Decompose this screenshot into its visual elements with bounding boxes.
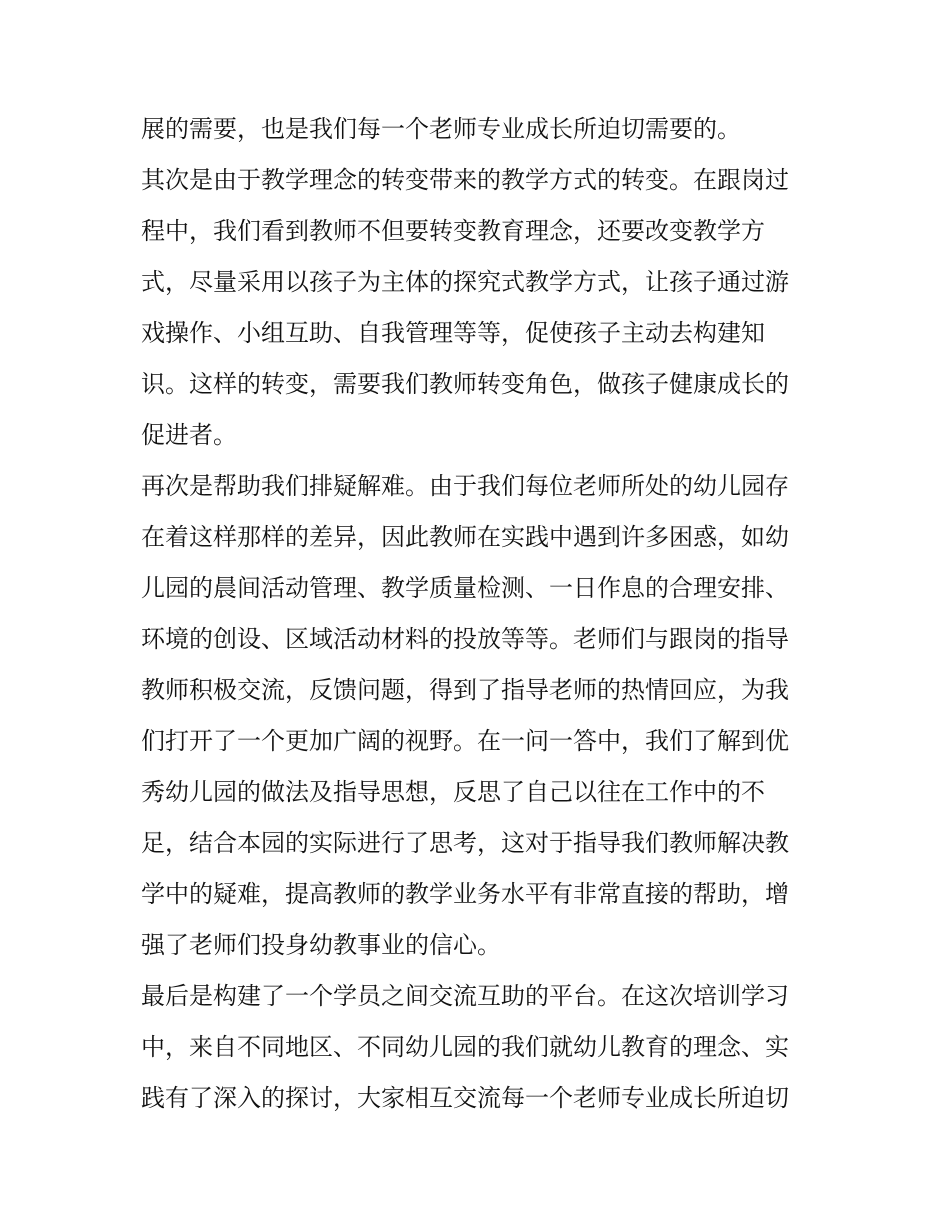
text-line: 最后是构建了一个学员之间交流互助的平台。在这次培训学习 — [141, 982, 789, 1010]
text-line: 环境的创设、区域活动材料的投放等等。老师们与跟岗的指导 — [141, 625, 789, 653]
text-line: 儿园的晨间活动管理、教学质量检测、一日作息的合理安排、 — [141, 574, 789, 602]
text-line: 在着这样那样的差异，因此教师在实践中遇到许多困惑，如幼 — [141, 523, 789, 551]
text-line: 强了老师们投身幼教事业的信心。 — [141, 931, 501, 959]
text-line: 展的需要，也是我们每一个老师专业成长所迫切需要的。 — [141, 115, 741, 143]
text-line: 们打开了一个更加广阔的视野。在一问一答中，我们了解到优 — [141, 727, 789, 755]
text-line: 中，来自不同地区、不同幼儿园的我们就幼儿教育的理念、实 — [141, 1033, 789, 1061]
text-line: 促进者。 — [141, 421, 237, 449]
text-line: 识。这样的转变，需要我们教师转变角色，做孩子健康成长的 — [141, 370, 789, 398]
text-line: 学中的疑难，提高教师的教学业务水平有非常直接的帮助，增 — [141, 880, 789, 908]
text-line: 程中，我们看到教师不但要转变教育理念，还要改变教学方 — [141, 217, 765, 245]
text-line: 秀幼儿园的做法及指导思想，反思了自己以往在工作中的不 — [141, 778, 765, 806]
text-line: 教师积极交流，反馈问题，得到了指导老师的热情回应，为我 — [141, 676, 789, 704]
text-line: 其次是由于教学理念的转变带来的教学方式的转变。在跟岗过 — [141, 166, 789, 194]
text-line: 践有了深入的探讨，大家相互交流每一个老师专业成长所迫切 — [141, 1084, 789, 1112]
text-line: 式，尽量采用以孩子为主体的探究式教学方式，让孩子通过游 — [141, 268, 789, 296]
text-line: 戏操作、小组互助、自我管理等等，促使孩子主动去构建知 — [141, 319, 765, 347]
text-line: 再次是帮助我们排疑解难。由于我们每位老师所处的幼儿园存 — [141, 472, 789, 500]
text-line: 足，结合本园的实际进行了思考，这对于指导我们教师解决教 — [141, 829, 789, 857]
